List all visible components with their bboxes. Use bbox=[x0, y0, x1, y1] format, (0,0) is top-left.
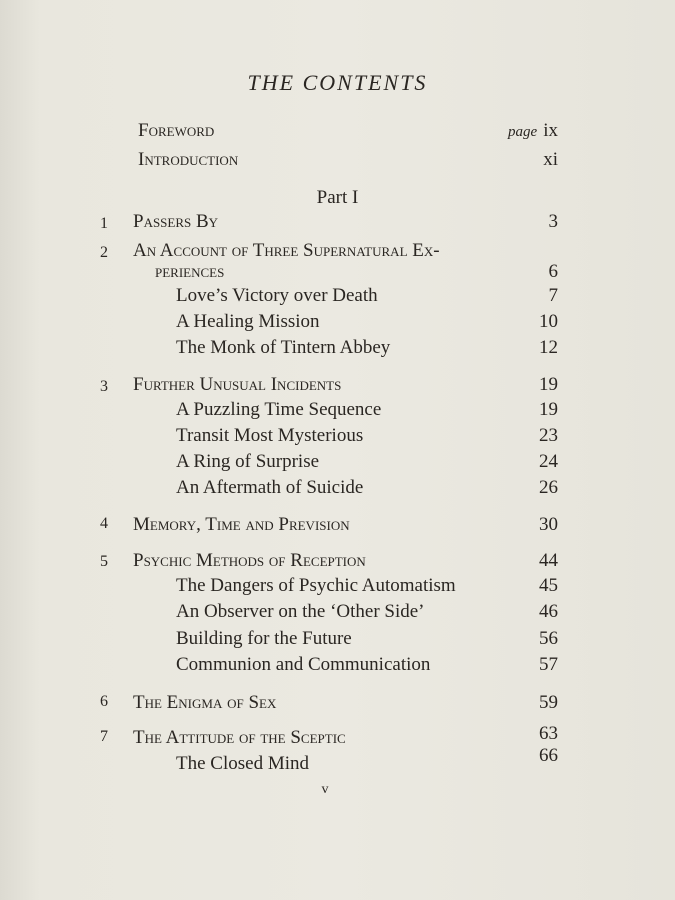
chapter-number: 5 bbox=[100, 553, 108, 570]
section-title: Building for the Future bbox=[176, 628, 352, 649]
entry-page: xi bbox=[543, 149, 558, 170]
section-title: Love’s Victory over Death bbox=[176, 285, 378, 306]
toc-entry-foreword bbox=[0, 120, 675, 146]
chapter-page: 63 bbox=[539, 723, 558, 744]
entry-page-number: ix bbox=[543, 120, 558, 141]
chapter-title-cont: periences bbox=[155, 261, 225, 282]
contents-title: THE CONTENTS bbox=[247, 70, 428, 95]
chapter-entry bbox=[0, 723, 675, 753]
section-page: 10 bbox=[539, 311, 558, 332]
chapter-entry bbox=[0, 692, 675, 718]
section-entry bbox=[0, 451, 675, 477]
section-title: A Healing Mission bbox=[176, 311, 320, 332]
section-entry bbox=[0, 654, 675, 680]
chapter-title: Passers By bbox=[133, 211, 219, 232]
chapter-number: 6 bbox=[100, 693, 108, 710]
chapter-number: 7 bbox=[100, 728, 108, 745]
section-entry bbox=[0, 399, 675, 425]
section-entry bbox=[0, 285, 675, 311]
section-page: 66 bbox=[539, 745, 558, 766]
chapter-title: The Enigma of Sex bbox=[133, 692, 277, 713]
entry-title: Foreword bbox=[138, 120, 215, 141]
section-title: The Monk of Tintern Abbey bbox=[176, 337, 391, 358]
section-entry bbox=[0, 628, 675, 654]
chapter-page: 59 bbox=[539, 692, 558, 713]
chapter-page: 19 bbox=[539, 374, 558, 395]
chapter-page: 3 bbox=[548, 211, 558, 232]
section-entry bbox=[0, 425, 675, 451]
section-title: Communion and Communication bbox=[176, 654, 431, 675]
chapter-page: 44 bbox=[539, 550, 558, 571]
part-heading: Part I bbox=[316, 187, 359, 208]
chapter-title: Further Unusual Incidents bbox=[133, 374, 342, 395]
toc-entry-introduction bbox=[0, 149, 675, 175]
chapter-entry bbox=[0, 514, 675, 540]
chapter-number: 3 bbox=[100, 378, 108, 395]
chapter-title: An Account of Three Supernatural Ex- bbox=[133, 240, 440, 261]
section-page: 24 bbox=[539, 451, 558, 472]
section-title: An Aftermath of Suicide bbox=[176, 477, 364, 498]
section-entry bbox=[0, 337, 675, 363]
chapter-number: 4 bbox=[100, 515, 108, 532]
entry-title: Introduction bbox=[138, 149, 239, 170]
section-page: 56 bbox=[539, 628, 558, 649]
chapter-title: Memory, Time and Prevision bbox=[133, 514, 350, 535]
section-title: The Dangers of Psychic Automatism bbox=[176, 575, 456, 596]
chapter-number: 2 bbox=[100, 244, 108, 261]
chapter-page: 30 bbox=[539, 514, 558, 535]
section-page: 23 bbox=[539, 425, 558, 446]
chapter-entry bbox=[0, 374, 675, 400]
section-page: 46 bbox=[539, 601, 558, 622]
section-page: 26 bbox=[539, 477, 558, 498]
section-title: The Closed Mind bbox=[176, 753, 309, 774]
section-page: 7 bbox=[548, 285, 558, 306]
section-entry bbox=[0, 477, 675, 503]
section-entry bbox=[0, 575, 675, 601]
chapter-page: 6 bbox=[548, 261, 558, 282]
section-title: A Puzzling Time Sequence bbox=[176, 399, 382, 420]
chapter-number: 1 bbox=[100, 215, 108, 232]
chapter-title: Psychic Methods of Reception bbox=[133, 550, 366, 571]
page-word: page bbox=[508, 124, 538, 140]
chapter-entry bbox=[0, 211, 675, 237]
entry-page bbox=[508, 120, 558, 142]
chapter-title-continuation bbox=[0, 261, 675, 287]
chapter-title: The Attitude of the Sceptic bbox=[133, 727, 346, 748]
chapter-entry bbox=[0, 550, 675, 576]
section-entry bbox=[0, 311, 675, 337]
section-title: An Observer on the ‘Other Side’ bbox=[176, 601, 425, 622]
section-page: 57 bbox=[539, 654, 558, 675]
section-title: A Ring of Surprise bbox=[176, 451, 320, 472]
section-page: 12 bbox=[539, 337, 558, 358]
section-title: Transit Most Mysterious bbox=[176, 425, 364, 446]
page-folio: v bbox=[321, 782, 329, 797]
section-page: 19 bbox=[539, 399, 558, 420]
section-entry bbox=[0, 601, 675, 627]
section-page: 45 bbox=[539, 575, 558, 596]
section-entry bbox=[0, 745, 675, 779]
